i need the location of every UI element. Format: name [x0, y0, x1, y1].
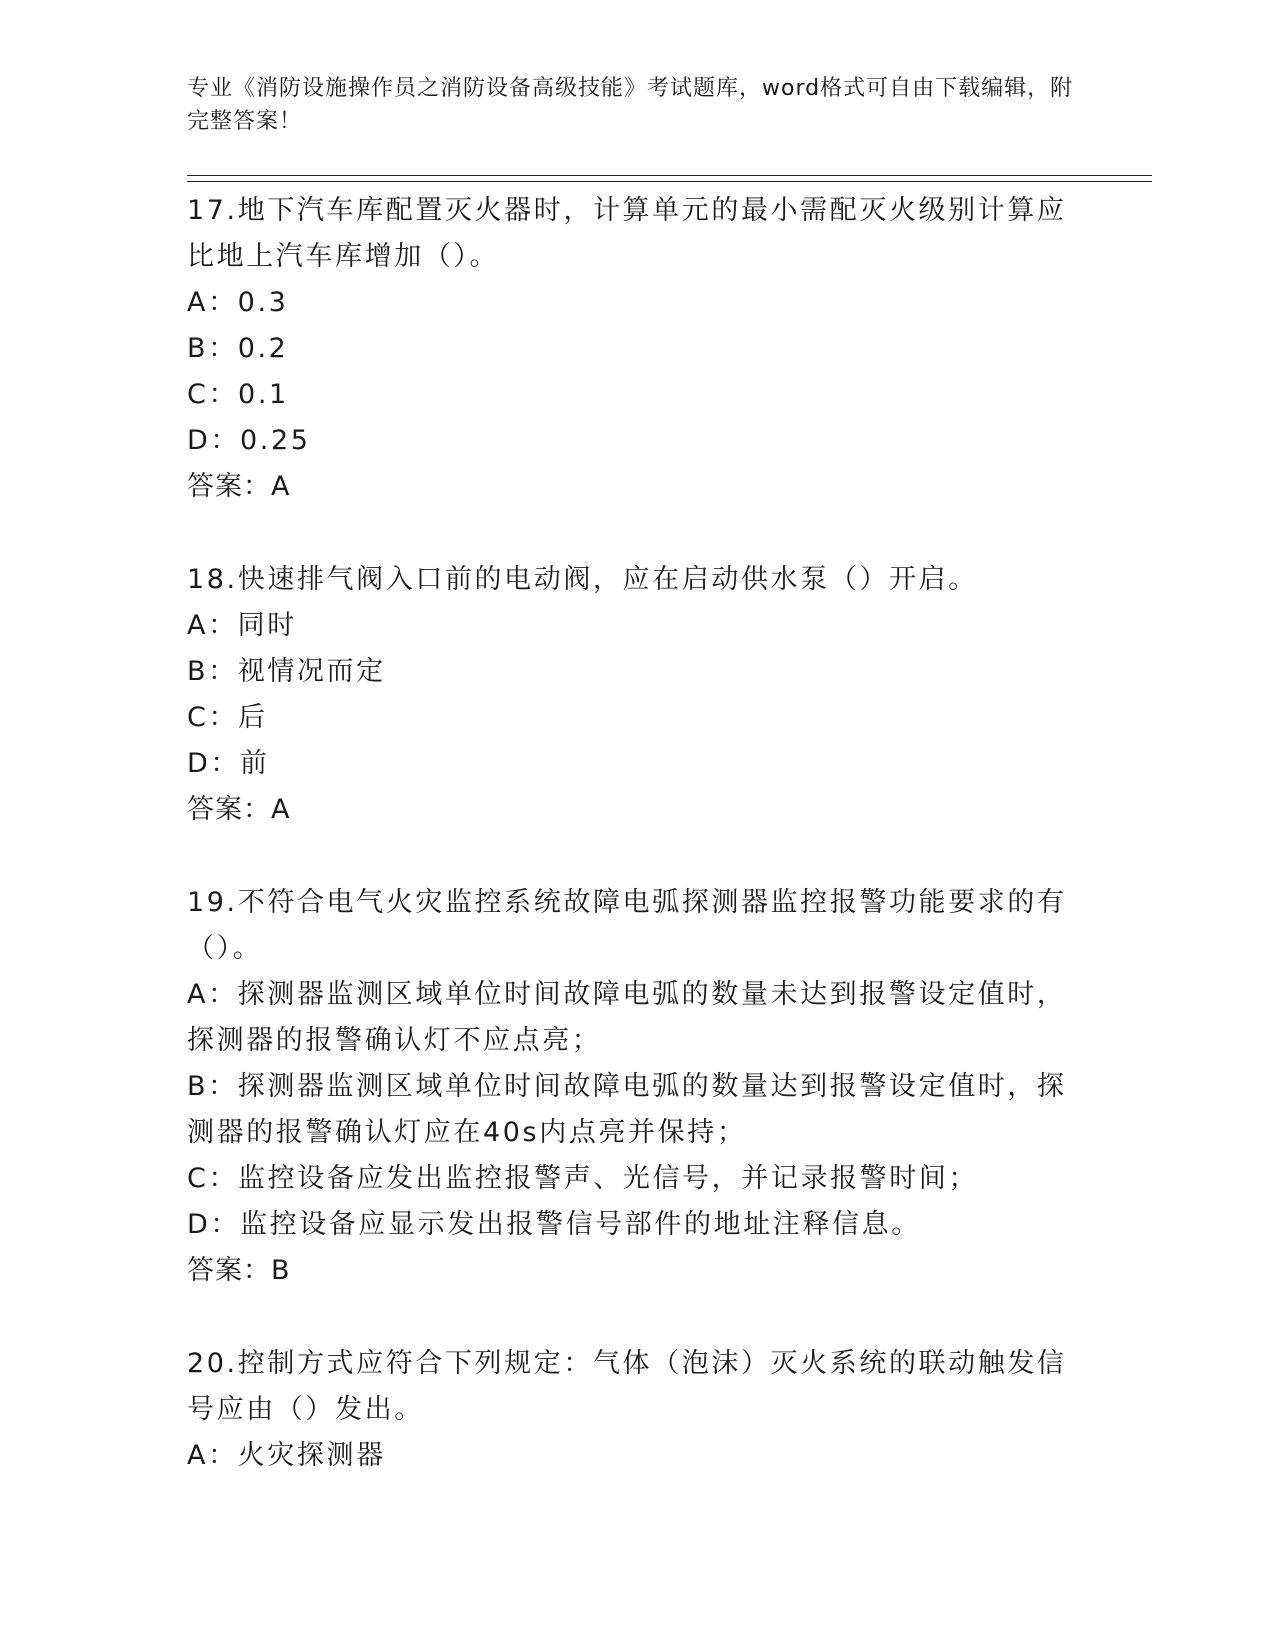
option-b: B：视情况而定 [187, 656, 386, 687]
question-19 [187, 880, 1087, 1294]
option-d: D：0.25 [187, 425, 311, 456]
header-divider-top [187, 175, 1152, 176]
option-c: C：0.1 [187, 379, 289, 410]
question-stem: 17.地下汽车库配置灭火器时，计算单元的最小需配灭火级别计算应比地上汽车库增加（）。 [187, 195, 1067, 272]
answer: 答案：B [187, 1255, 291, 1286]
question-stem: 18.快速排气阀入口前的电动阀，应在启动供水泵（）开启。 [187, 564, 978, 595]
question-stem: 20.控制方式应符合下列规定：气体（泡沫）灭火系统的联动触发信号应由（）发出。 [187, 1348, 1067, 1425]
answer: 答案：A [187, 471, 291, 502]
option-a: A：0.3 [187, 287, 289, 318]
question-stem: 19.不符合电气火灾监控系统故障电弧探测器监控报警功能要求的有（）。 [187, 887, 1067, 964]
option-d: D：监控设备应显示发出报警信号部件的地址注释信息。 [187, 1209, 921, 1240]
option-b: B：探测器监测区域单位时间故障电弧的数量达到报警设定值时，探测器的报警确认灯应在40s内点亮并保持； [187, 1071, 1067, 1148]
option-a: A：同时 [187, 610, 297, 641]
header-divider-bottom [187, 181, 1152, 182]
option-c: C：后 [187, 702, 268, 733]
question-20 [187, 1341, 1087, 1479]
question-17 [187, 188, 1087, 510]
document-header: 专业《消防设施操作员之消防设备高级技能》考试题库，word格式可自由下载编辑，附完整答案！ [187, 76, 1074, 134]
option-c: C：监控设备应发出监控报警声、光信号，并记录报警时间； [187, 1163, 979, 1194]
option-d: D：前 [187, 748, 270, 779]
option-b: B：0.2 [187, 333, 289, 364]
option-a: A：探测器监测区域单位时间故障电弧的数量未达到报警设定值时，探测器的报警确认灯不应点亮； [187, 979, 1067, 1056]
answer: 答案：A [187, 794, 291, 825]
question-18 [187, 557, 1087, 833]
question-list [187, 188, 1087, 1526]
option-a: A：火灾探测器 [187, 1440, 386, 1471]
